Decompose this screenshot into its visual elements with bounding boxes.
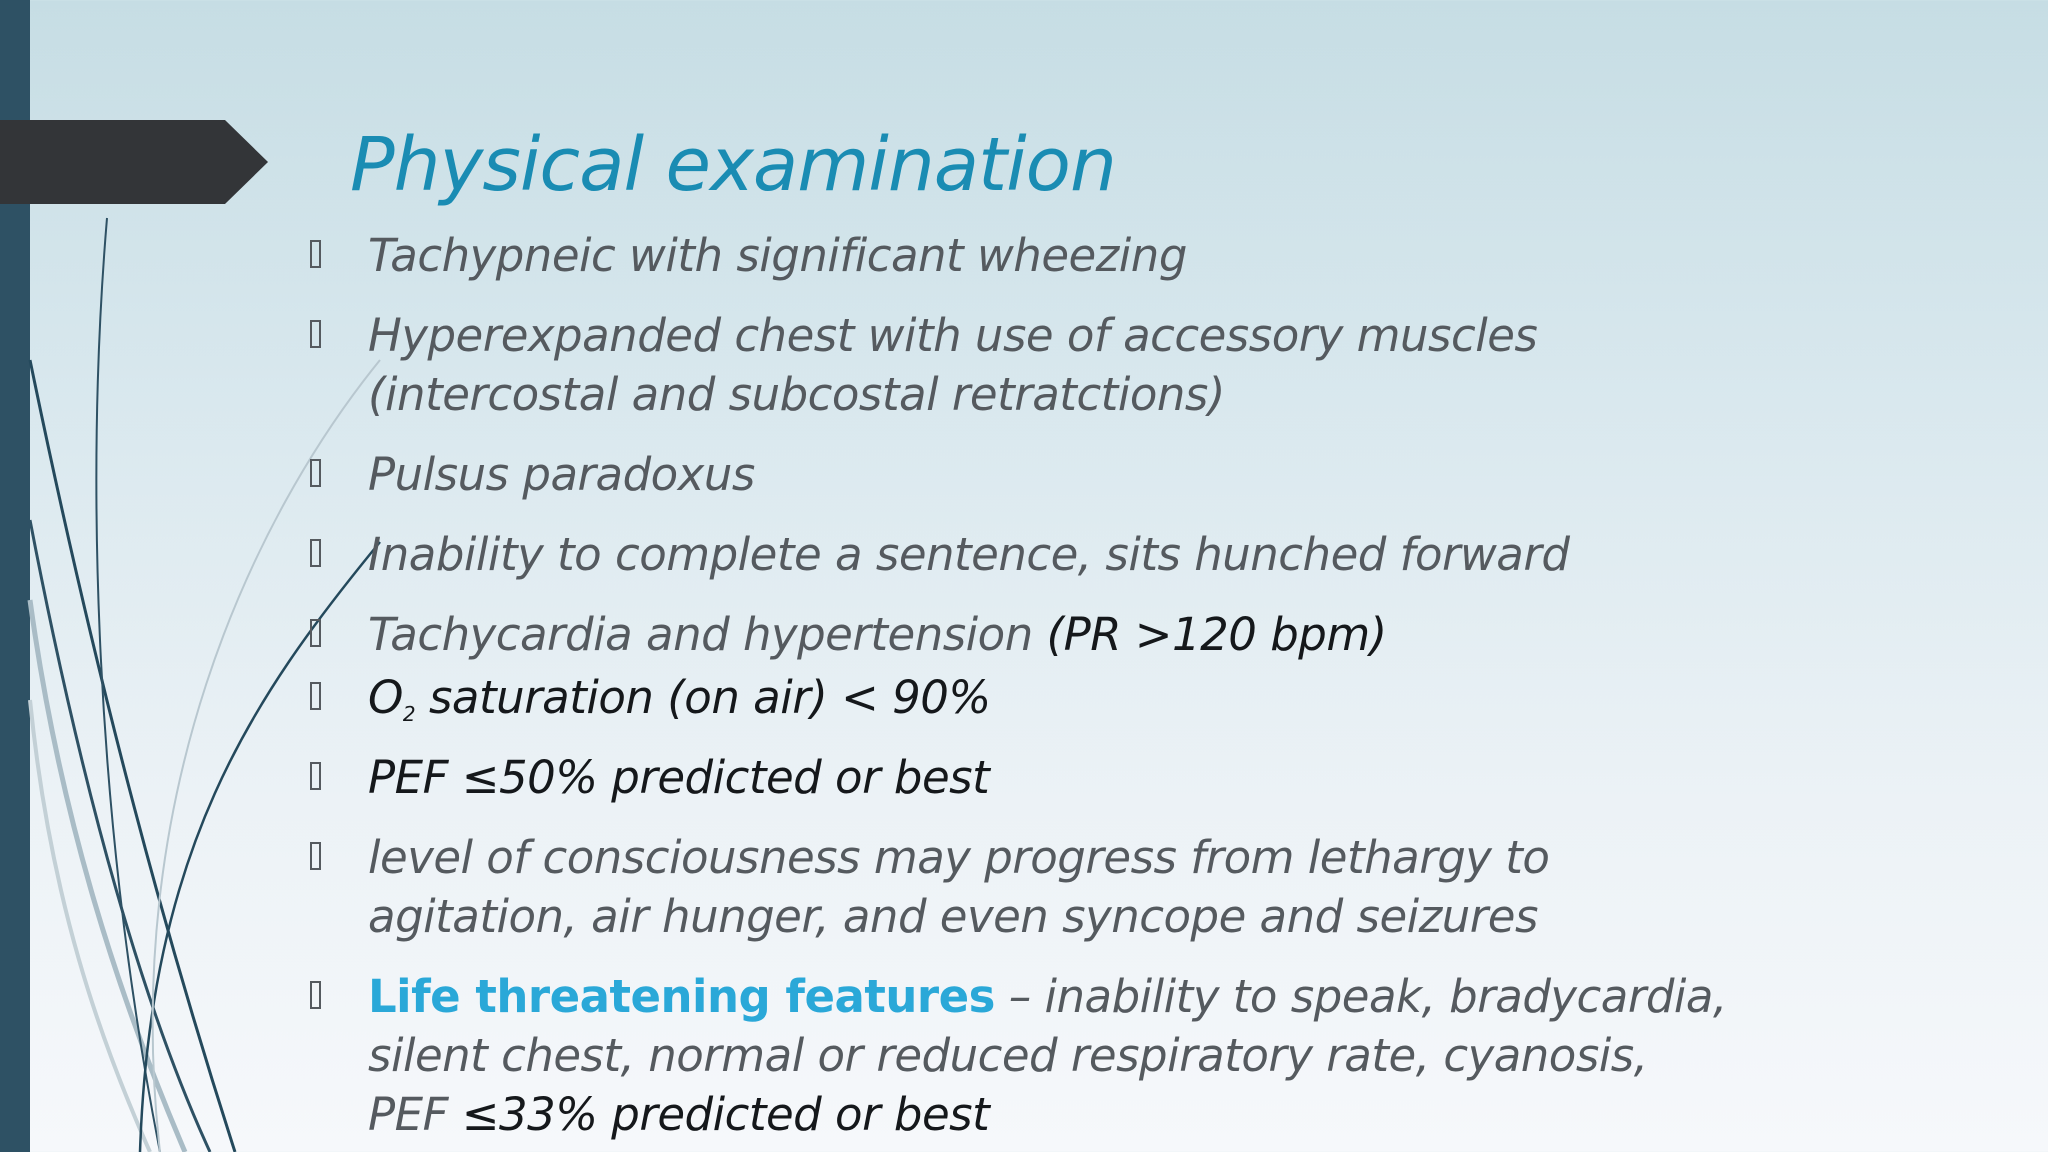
bullet-text: saturation (on air) < 90% — [415, 671, 991, 724]
bullet-text: PEF ≤50% predicted or best — [368, 751, 990, 804]
bullet-text-pef-33: ≤33% predicted or best — [461, 1088, 990, 1141]
bullet-o2-saturation — [310, 668, 1740, 744]
bullet-inability-sentence — [310, 525, 1740, 584]
bullet-text-o: O — [368, 671, 403, 724]
bullet-text: Tachypneic with significant wheezing — [368, 229, 1187, 282]
bullet-marker-icon — [310, 459, 321, 487]
bullet-pulsus-paradoxus — [310, 445, 1740, 504]
bullet-marker-icon — [310, 240, 321, 268]
arrow-tab-shape — [0, 120, 268, 204]
bullet-marker-icon — [310, 682, 321, 710]
subscript-2: 2 — [402, 702, 416, 726]
bullet-life-threatening — [310, 967, 1740, 1144]
bullet-tachycardia — [310, 605, 1740, 664]
bullet-marker-icon — [310, 320, 321, 348]
bullet-consciousness — [310, 828, 1740, 946]
bullet-marker-icon — [310, 842, 321, 870]
bullet-text: Pulsus paradoxus — [368, 448, 755, 501]
bullet-text: – inability to speak, bradycardia, silent chest, normal or reduced respiratory rate, cyanosis, PEF — [368, 970, 1727, 1141]
bullet-text: Inability to complete a sentence, sits hunched forward — [368, 528, 1570, 581]
bullet-text: Hyperexpanded chest with use of accessory muscles (intercostal and subcostal retratctions) — [368, 309, 1538, 421]
bullet-marker-icon — [310, 619, 321, 647]
bullet-marker-icon — [310, 762, 321, 790]
bullet-text: Tachycardia and hypertension — [368, 608, 1047, 661]
bullet-marker-icon — [310, 981, 321, 1009]
bullet-text-pulse-rate: (PR >120 bpm) — [1046, 608, 1387, 661]
bullet-marker-icon — [310, 539, 321, 567]
life-threatening-label: Life threatening features — [368, 970, 995, 1023]
bullet-list — [310, 226, 1740, 1152]
bullet-tachypnea — [310, 226, 1740, 285]
bullet-hyperexpanded-chest — [310, 306, 1740, 424]
bullet-pef-50 — [310, 748, 1740, 807]
slide-title: Physical examination — [350, 122, 1116, 208]
bullet-text: level of consciousness may progress from lethargy to agitation, air hunger, and even syncope and seizures — [368, 831, 1550, 943]
